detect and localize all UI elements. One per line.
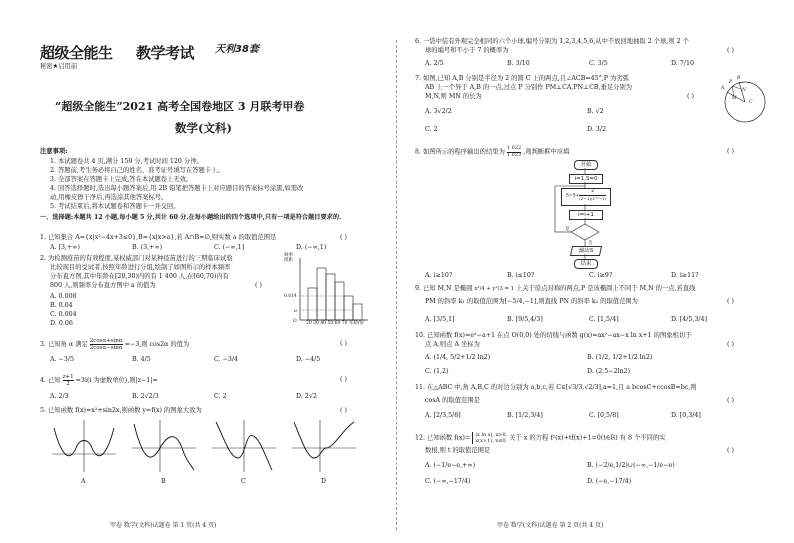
q12-piece2: x(x+1), x≤0, — [475, 438, 508, 444]
section-heading-text: 一、选择题:本题共 12 小题,每小题 5 分,共计 60 分.在每小题给出的四个选项中,只有一项是符合题目要求的. — [40, 214, 342, 221]
q1-option-d[interactable]: D. (−∞,1) — [296, 244, 327, 251]
q10-option-b[interactable]: B. (1/2, 1/2+1/2 ln2) — [587, 354, 653, 361]
q5-option-a[interactable]: A — [81, 478, 86, 485]
q3-stem-tail: =−3,则 cos2α 的值为 — [124, 341, 190, 348]
q8-flow-sum-den: (2ⁱ−1)(2ⁱ⁺¹−1) — [579, 195, 607, 201]
q7-stem-line: AB 上一个异于 A,B 的一点,过点 P 分别作 PM⊥CA,PN⊥CB,垂足分别为 — [425, 84, 633, 91]
q8-option-b[interactable]: B. i≤10? — [507, 272, 535, 279]
q7-option-d[interactable]: D. 3/2 — [587, 126, 606, 133]
q7-label: A — [721, 86, 725, 91]
q12-piecewise — [472, 432, 507, 444]
q8-flow-increment: i=i+1 — [569, 210, 603, 220]
q11-option-b[interactable]: B. [1/2,3/4] — [507, 412, 543, 419]
note-item: 2. 答题前,考生务必将自己的姓名、准考证号填写在答题卡上。 — [50, 167, 224, 174]
secret-label: 秘密★启用前 — [40, 63, 78, 70]
q5-option-c[interactable]: C — [241, 478, 246, 485]
q3-option-b[interactable]: B. 4/5 — [132, 356, 151, 363]
q9-stem — [415, 285, 695, 293]
q2-option-d[interactable]: D. 0.06 — [50, 320, 73, 327]
q6-option-c[interactable]: C. 3/5 — [589, 60, 608, 67]
q8-frac-den: 1 023 — [506, 151, 522, 158]
q12-option-c[interactable]: C. (−∞,−17/4) — [425, 478, 471, 485]
q8-option-d[interactable]: D. i≥11? — [671, 272, 699, 279]
q9-answer-paren[interactable]: ( ) — [727, 298, 734, 305]
q10-answer-paren[interactable]: ( ) — [727, 341, 734, 348]
q4-fraction — [63, 374, 74, 387]
q12-option-b[interactable]: B. (−2/e,1/2)∪(−∞,−1/e−e) — [587, 462, 675, 469]
q9-option-a[interactable]: A. [3/5,1] — [425, 316, 455, 323]
q8-flow-sum — [561, 188, 611, 206]
q2-stem-line: 2. 为检测疫苗的有效程度,某权威部门对某种疫苗进行的三期临床试验 — [40, 255, 233, 262]
q3-option-a[interactable]: A. −3/5 — [50, 356, 74, 363]
q4-frac-num: z+1 — [62, 374, 74, 380]
q2-option-b[interactable]: B. 0.04 — [50, 302, 73, 309]
q1-answer-paren[interactable]: ( ) — [340, 234, 347, 241]
q3-option-c[interactable]: C. −3/4 — [214, 356, 239, 363]
q12-answer-paren[interactable]: ( ) — [727, 447, 734, 454]
q11-answer-paren[interactable]: ( ) — [727, 397, 734, 404]
q10-option-d[interactable]: D. (2.5−2ln2) — [587, 368, 631, 375]
footer-left: 甲卷 数学(文科)试题卷 第 1 页(共 4 页) — [110, 522, 217, 529]
q12-stem-tail: 关于 x 的方程 f²(x)+tf(x)+1=0(t∈R) 有 8 个不同的实 — [509, 434, 666, 442]
q12-stem-line2: 数根,则 t 的取值范围是 — [425, 447, 491, 454]
q7-label: B — [737, 76, 741, 81]
q5-graph-b[interactable] — [130, 418, 198, 474]
histogram-bar — [326, 274, 335, 320]
note-item: 5. 考试结束后,将本试题卷和答题卡一并交回。 — [50, 203, 180, 210]
q9-option-d[interactable]: D. [4/5,3/4] — [671, 316, 708, 323]
q7-label: N — [742, 88, 746, 93]
q11-option-c[interactable]: C. [0,5/8] — [589, 412, 619, 419]
q8-flow-output: 输出S — [570, 246, 602, 256]
q5-graph-c[interactable] — [210, 418, 278, 474]
histogram-origin: O — [293, 319, 297, 324]
q8-stem-tail: ,则判断框中应填 — [523, 148, 570, 156]
q1-option-c[interactable]: C. (−∞,1] — [214, 244, 245, 251]
note-item: 3. 全部答案在答题卡上完成,答在本试题卷上无效。 — [50, 176, 193, 183]
q3-stem — [40, 338, 189, 351]
histogram-xticks: 20 30 40 50 60 70 年龄/岁 — [306, 321, 364, 326]
histogram-tick-a: a — [294, 308, 297, 314]
exam-title: “超级全能生”2021 高考全国卷地区 3 月联考甲卷 — [55, 100, 305, 113]
q11-option-d[interactable]: D. [0,3/4] — [671, 412, 701, 419]
q12-option-a[interactable]: A. (−1/e−e,+∞) — [425, 462, 476, 469]
q6-option-b[interactable]: B. 3/10 — [507, 60, 530, 67]
right-page — [397, 0, 794, 543]
q9-stem-text: 9. 已知 M,N 是椭圆 — [415, 285, 473, 292]
q4-stem-text: 4. 已知 — [40, 377, 61, 384]
q3-frac-num: 2cosα+sinα — [89, 338, 123, 344]
q2-histogram — [290, 254, 370, 326]
q8-flow-sum-label: S=S+ — [565, 193, 580, 199]
q4-option-c[interactable]: C. 2 — [214, 393, 227, 400]
q10-option-a[interactable]: A. (1/4, 5/2+1/2 ln2) — [425, 354, 491, 361]
q2-stem-line: 分布直方图,其中年龄在[20,30)内的有 1 400 人,在[60,70)内有 — [50, 273, 229, 280]
histogram-bar — [317, 268, 326, 320]
q6-answer-paren[interactable]: ( ) — [727, 47, 734, 54]
histogram-tick-mid: 0.014 — [284, 294, 297, 299]
q8-answer-paren[interactable]: ( ) — [727, 148, 734, 155]
q8-flow-end: 结束 — [574, 259, 598, 269]
q8-decision-diamond — [571, 224, 599, 240]
notes-heading: 注意事项: — [40, 148, 68, 155]
q7-option-a[interactable]: A. 3√2/2 — [425, 108, 452, 115]
q6-option-d[interactable]: D. 7/10 — [671, 60, 694, 67]
note-item: 1. 本试题卷共 4 页,满分 150 分,考试时间 120 分钟。 — [50, 158, 203, 165]
note-item: 4. 回答选择题时,选出每小题答案后,用 2B 铅笔把答题卡上对应题目的答案标号涂黑,如需改 — [50, 185, 304, 192]
q8-stem-text: 8. 如图所示的程序输出的结果为 — [415, 148, 505, 156]
q1-option-a[interactable]: A. [3,+∞) — [50, 244, 80, 251]
q4-stem-tail: =3i(i 为虚数单位),则|z−1|= — [75, 377, 158, 384]
q4-frac-den: 2 — [66, 381, 70, 387]
q7-option-c[interactable]: C. 2 — [425, 126, 438, 133]
histogram-ylabel-bottom: 组距 — [284, 258, 293, 263]
q4-option-a[interactable]: A. 2/3 — [50, 393, 69, 400]
q7-option-b[interactable]: B. √2 — [587, 108, 604, 115]
q2-stem-line: 800 人,则频率分布直方图中 a 的值为 — [50, 282, 156, 289]
q5-option-d[interactable]: D — [321, 478, 327, 485]
q5-graph-a[interactable] — [50, 418, 118, 474]
q5-answer-paren[interactable]: ( ) — [340, 407, 347, 414]
footer-right: 甲卷 数学(文科)试题卷 第 2 页(共 4 页) — [497, 522, 604, 529]
q11-option-a[interactable]: A. [2/3,5/8] — [425, 412, 461, 419]
q7-label: P — [729, 80, 733, 85]
q2-option-c[interactable]: C. 0.004 — [50, 311, 77, 318]
q6-option-a[interactable]: A. 2/5 — [425, 60, 444, 67]
q8-option-a[interactable]: A. i≥10? — [425, 272, 453, 279]
exam-subject: 数学(文科) — [175, 121, 232, 135]
q5-graph-d[interactable] — [290, 418, 358, 474]
histogram-ylabel-top: 频率 — [284, 253, 293, 258]
q9-option-c[interactable]: C. [1,5/4] — [589, 316, 619, 323]
q4-option-b[interactable]: B. 2√2/3 — [132, 393, 159, 400]
q7-stem-line: M,N,则 MN 的长为 — [425, 93, 482, 100]
q10-stem-line: 点 A,则点 A 坐标为 — [425, 341, 480, 348]
q7-stem-line: 7. 如图,已知 A,B 分别是半径为 2 的圆 C 上的两点,且∠ACB=45°,P 为劣弧 — [415, 75, 629, 82]
histogram-bar — [335, 282, 344, 320]
q5-stem: 5. 已知函数 f(x)=x²+sin2x,则函数 y=f(x) 的图象大致为 — [40, 407, 202, 414]
q3-answer-paren[interactable]: ( ) — [340, 340, 347, 347]
q4-stem — [40, 374, 158, 387]
q8-flow-start: 开始 — [574, 160, 598, 170]
q3-frac-den: 2cosα−sinα — [89, 345, 123, 351]
q2-stem-line: 比较现目的受试者,按照年龄进行分组,绘制了如图所示的样本频率 — [50, 264, 231, 271]
q8-flow-no: 否 — [588, 241, 593, 246]
q7-perp-pm — [732, 86, 734, 96]
q8-flow-init: i=1,S=0 — [569, 174, 603, 184]
section-heading — [40, 214, 341, 222]
q8-flow-yes: 是 — [565, 227, 570, 232]
brand-logo-main: 超级全能生 — [40, 44, 113, 62]
q5-option-b[interactable]: B — [161, 478, 166, 485]
q3-option-d[interactable]: D. −4/5 — [296, 356, 321, 363]
q9-option-b[interactable]: B. [9/5,4/3] — [507, 316, 543, 323]
histogram-bar — [308, 288, 317, 320]
q8-frac-num: 1 022 — [506, 145, 522, 151]
q7-label: M — [732, 96, 737, 101]
q8-fraction — [507, 146, 521, 158]
q9-ellipse-eq: x²/4 + y²/3 = 1 — [474, 286, 515, 292]
q12-stem — [415, 432, 665, 444]
q3-fraction — [90, 338, 123, 351]
note-item: 动,用橡皮擦干净后,再选涂其他答案标号。 — [50, 194, 168, 201]
q9-stem-line2: PM 的斜率 k₁ 的取值范围为[−5/4,−1],则直线 PN 的斜率 k₂ 的取值范围为 — [425, 298, 638, 305]
histogram-bar — [344, 296, 353, 320]
brand-logo-secondary: 教学考试 — [136, 44, 195, 62]
brand-logo-tianli: 天利38套 — [215, 44, 259, 55]
q12-stem-text: 12. 已知函数 f(x)= — [415, 434, 471, 442]
q12-option-d[interactable]: D. (−e,−17/4) — [587, 478, 632, 485]
q1-stem: 1. 已知集合 A={x|x²−4x+3≤0},B={x|x>a},若 A∩B=∅,则实数 a 的取值范围是 — [40, 234, 277, 241]
q11-stem-line: 11. 在△ABC 中,角 A,B,C 的对边分别为 a,b,c,若 C∈[√3/3,√2/3],a=1,且 a bcosC+ccosB=bc,则 — [415, 384, 697, 391]
q7-answer-paren[interactable]: ( ) — [687, 93, 694, 100]
q2-answer-paren[interactable]: ( ) — [255, 282, 262, 289]
q4-option-d[interactable]: D. 2√2 — [296, 393, 317, 400]
q7-perp-pn — [732, 86, 741, 89]
q12-piece1: |x ln x|, x>0, — [475, 432, 508, 438]
q3-stem-text: 3. 已知角 α 满足 — [40, 341, 88, 348]
histogram-bar — [353, 304, 362, 320]
q7-circle-figure — [719, 76, 769, 126]
q7-label: C — [749, 100, 753, 105]
histogram-ylabel — [284, 253, 293, 263]
q2-option-a[interactable]: A. 0.008 — [50, 293, 77, 300]
q8-option-c[interactable]: C. i≥9? — [589, 272, 613, 279]
q1-option-b[interactable]: B. (3,+∞) — [132, 244, 163, 251]
q4-answer-paren[interactable]: ( ) — [340, 376, 347, 383]
q6-stem-line: 6. 一袋中装有外观完全相同的六个小球,编号分别为 1,2,3,4,5,6,从中不放回地抽取 2 个球,则 2 个 — [415, 38, 689, 45]
q8-flow-sum-num: 2 — [579, 189, 606, 196]
q11-stem-line: cosA 的取值范围是 — [425, 397, 480, 404]
q10-option-c[interactable]: C. (1,2) — [425, 368, 449, 375]
q9-stem-tail: 上关于原点对称的两点,P 是该椭圆上不同于 M,N 的一点,若直线 — [516, 285, 696, 292]
q8-stem — [415, 146, 569, 158]
q10-stem-line: 10. 已知函数 f(x)=eˣ−a+1 在点 O(0,0) 处的切线与函数 g(x)=ax²−ax−x ln x+1 的图象相切于 — [415, 332, 692, 339]
q6-stem-line: 球的编号和不小于 7 的概率为 — [425, 47, 509, 54]
